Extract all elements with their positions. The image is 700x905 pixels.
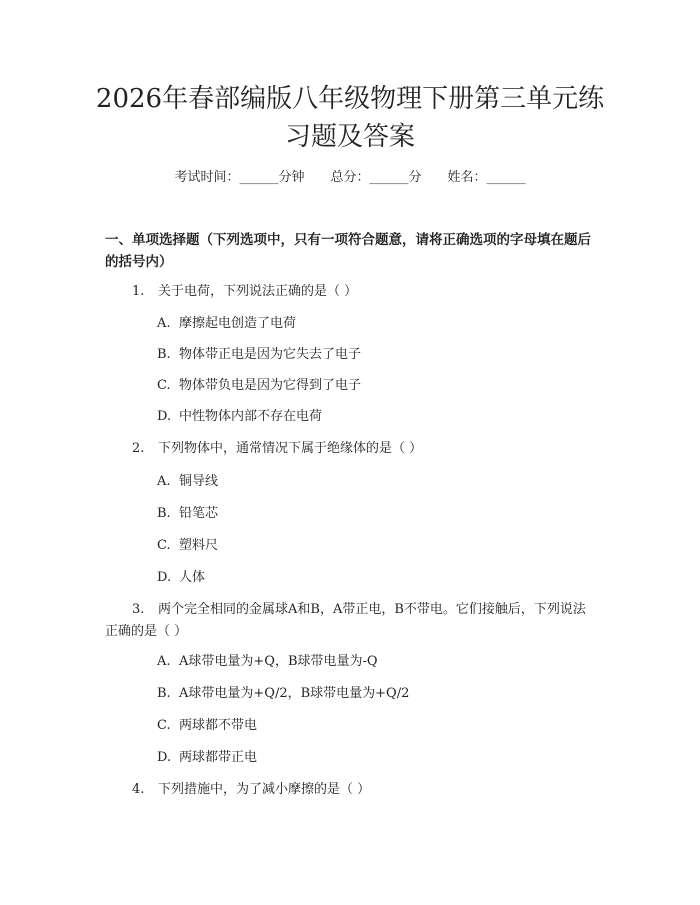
question-1-option-b — [157, 344, 361, 366]
option-letter: C. — [157, 538, 171, 553]
question-2-option-d — [157, 567, 205, 589]
question-1-option-d — [157, 406, 322, 428]
option-letter: A. — [157, 474, 171, 489]
question-number: 1. — [132, 284, 145, 299]
option-text: 铅笔芯 — [179, 506, 219, 521]
exam-time-field: 考试时间：______分钟 — [174, 170, 305, 185]
option-text: A球带电量为+Q/2，B球带电量为+Q/2 — [179, 686, 410, 701]
student-name-field: 姓名：______ — [447, 170, 526, 185]
section-heading: 一、单项选择题（下列选项中，只有一项符合题意，请将正确选项的字母填在题后的括号内） — [105, 232, 591, 270]
question-3-option-d — [157, 747, 257, 769]
question-3-option-a — [157, 651, 378, 673]
question-text: 下列措施中，为了减小摩擦的是（ ） — [158, 782, 371, 797]
question-1-option-a — [157, 313, 296, 335]
option-text: 铜导线 — [179, 474, 219, 489]
total-score-field: 总分：______分 — [330, 170, 422, 185]
question-2-option-c — [157, 535, 218, 557]
option-text: 摩擦起电创造了电荷 — [179, 316, 297, 331]
option-letter: B. — [157, 347, 171, 362]
question-3-option-b — [157, 683, 409, 705]
option-letter: C. — [157, 718, 171, 733]
question-2-option-b — [157, 503, 218, 525]
option-letter: A. — [157, 316, 171, 331]
option-text: 物体带正电是因为它失去了电子 — [179, 347, 362, 362]
option-text: 塑料尺 — [179, 538, 219, 553]
option-letter: D. — [157, 570, 172, 585]
page-title: 2026年春部编版八年级物理下册第三单元练习题及答案 — [95, 84, 605, 152]
question-3 — [105, 599, 595, 643]
exam-info-line — [0, 168, 700, 188]
question-1 — [132, 281, 357, 303]
option-text: 两球都带正电 — [179, 750, 258, 765]
option-text: 物体带负电是因为它得到了电子 — [179, 378, 362, 393]
question-1-option-c — [157, 375, 361, 397]
question-2-option-a — [157, 471, 218, 493]
question-number: 3. — [132, 602, 145, 617]
question-4 — [132, 779, 370, 801]
question-3-option-c — [157, 715, 257, 737]
question-2 — [132, 438, 422, 460]
option-text: 中性物体内部不存在电荷 — [179, 409, 323, 424]
option-letter: B. — [157, 506, 171, 521]
option-letter: D. — [157, 409, 172, 424]
option-text: A球带电量为+Q，B球带电量为-Q — [179, 654, 378, 669]
question-number: 2. — [132, 441, 145, 456]
option-text: 两球都不带电 — [179, 718, 258, 733]
question-number: 4. — [132, 782, 145, 797]
question-text: 下列物体中，通常情况下属于绝缘体的是（ ） — [158, 441, 423, 456]
question-text: 关于电荷，下列说法正确的是（ ） — [158, 284, 358, 299]
option-letter: A. — [157, 654, 171, 669]
question-text: 两个完全相同的金属球A和B，A带正电，B不带电。它们接触后，下列说法正确的是（ ） — [105, 602, 586, 639]
option-letter: D. — [157, 750, 172, 765]
option-letter: C. — [157, 378, 171, 393]
option-letter: B. — [157, 686, 171, 701]
option-text: 人体 — [179, 570, 206, 585]
